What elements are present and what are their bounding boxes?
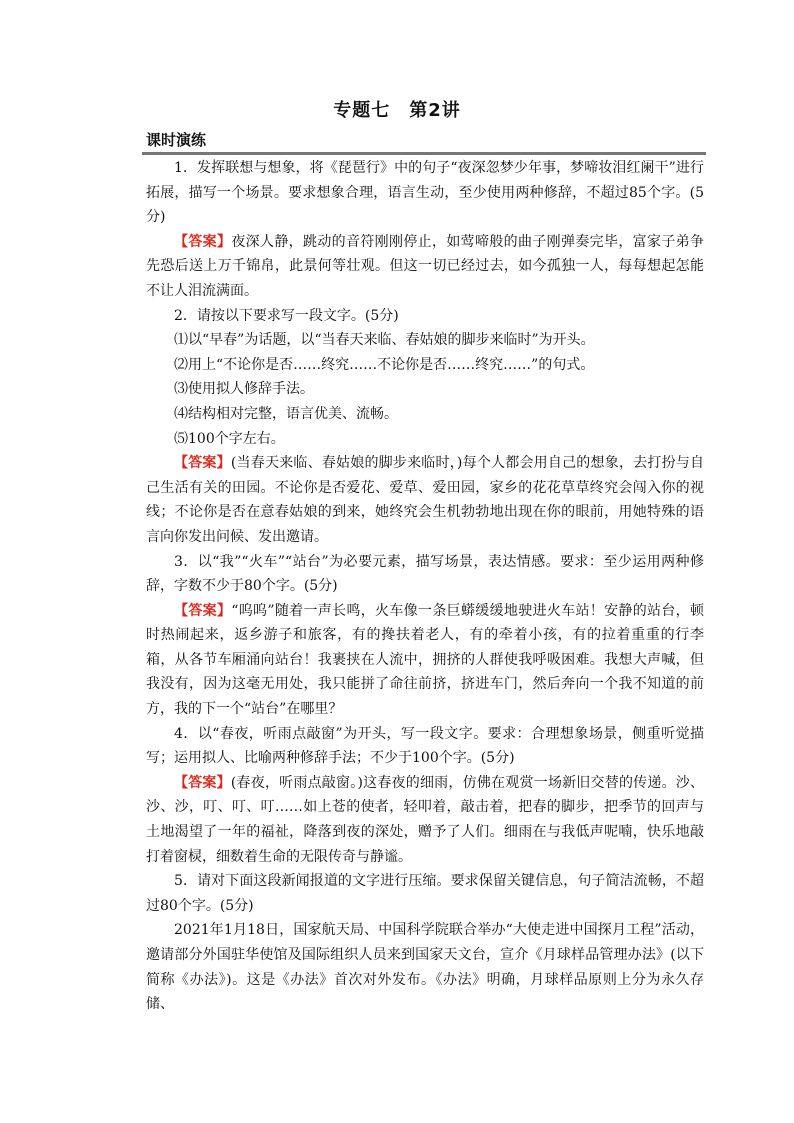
answer-label: 【答案】: [174, 455, 231, 472]
answer-text: 夜深人静，跳动的音符刚刚停止，如莺啼般的曲子刚弹奏完毕，富家子弟争先恐后送上万千锦帛，此景何等壮观。但这一切已经过去，如今孤独一人，每每想起怎能不让人泪流满面。: [146, 233, 705, 299]
section-header: 课时演练: [146, 131, 207, 149]
requirement-item: ⑸100个字左右。: [174, 430, 285, 447]
requirement-item: ⑵用上“不论你是否……终究……不论你是否……终究……”的句式。: [174, 356, 595, 373]
answer-4: [146, 771, 704, 869]
question-3: 3．以“我”“火车”“站台”为必要元素，描写场景，表达情感。要求：至少运用两种修辞，字数不少于80个字。(5分): [146, 553, 704, 595]
question-4: 4．以“春夜，听雨点敲窗”为开头，写一段文字。要求：合理想象场景，侧重听觉描写；运用拟人、比喻两种修辞手法；不少于100个字。(5分): [146, 725, 704, 767]
requirement-item: ⑴以“早春”为话题，以“当春天来临、春姑娘的脚步来临时”为开头。: [174, 332, 595, 349]
answer-1: [146, 230, 704, 304]
page-title: 专题七 第2讲: [333, 100, 461, 121]
answer-3: [146, 599, 704, 722]
requirement-item: ⑷结构相对完整，语言优美、流畅。: [174, 405, 398, 422]
answer-text: “呜呜”随着一声长鸣，火车像一条巨蟒缓缓地驶进火车站！安静的站台，顿时热闹起来，返乡游子和旅客，有的搀扶着老人，有的牵着小孩，有的拉着重重的行李箱，从各节车厢涌向站台！我裹挟在人流中，拥挤的人群使我呼吸困难。我想大声喊，但我没有，因为这毫无用处，我只能拼了命往前挤，挤进车门，然后奔向一个我不知道的前方，我的下一个“站台”在哪里？: [146, 602, 705, 718]
question-5: 5．请对下面这段新闻报道的文字进行压缩。要求保留关键信息，句子简洁流畅，不超过80个字。(5分): [146, 873, 704, 914]
answer-label: 【答案】: [174, 774, 231, 791]
answer-2: [146, 451, 704, 549]
question-2: 2．请按以下要求写一段文字。(5分): [174, 307, 399, 324]
requirement-item: ⑶使用拟人修辞手法。: [174, 381, 314, 398]
header-divider: [142, 152, 706, 155]
answer-text: (春夜，听雨点敲窗。)这春夜的细雨，仿佛在观赏一场新旧交替的传递。沙、沙、沙，叮、叮、叮……如上苍的使者，轻叩着，敲击着，把春的脚步，把季节的回声与土地渴望了一年的福祉，降落到夜的深处，赠予了人们。细雨在与我低声呢喃，快乐地敲打着窗棂，细数着生命的无限传奇与静谧。: [146, 774, 705, 865]
document-body: [146, 156, 704, 1017]
news-passage: 2021年1月18日，国家航天局、中国科学院联合举办“大使走进中国探月工程”活动，邀请部分外国驻华使馆及国际组织人员来到国家天文台，宣介《月球样品管理办法》(以下简称《办法》)。这是《办法》首次对外发布。《办法》明确，月球样品原则上分为永久存储、: [146, 922, 704, 1013]
question-1: 1．发挥联想与想象，将《琵琶行》中的句子“夜深忽梦少年事，梦啼妆泪红阑干”进行拓展，描写一个场景。要求想象合理，语言生动，至少使用两种修辞，不超过85个字。(5分): [146, 160, 704, 226]
answer-text: (当春天来临、春姑娘的脚步来临时，)每个人都会用自己的想象，去打扮与自己生活有关的田园。不论你是否爱花、爱草、爱田园，家乡的花花草草终究会闯入你的视线；不论你是否在意春姑娘的到来，她终究会生机勃勃地出现在你的眼前，用她特殊的语言向你发出问候、发出邀请。: [146, 455, 705, 545]
answer-label: 【答案】: [174, 233, 232, 250]
answer-label: 【答案】: [174, 602, 232, 619]
